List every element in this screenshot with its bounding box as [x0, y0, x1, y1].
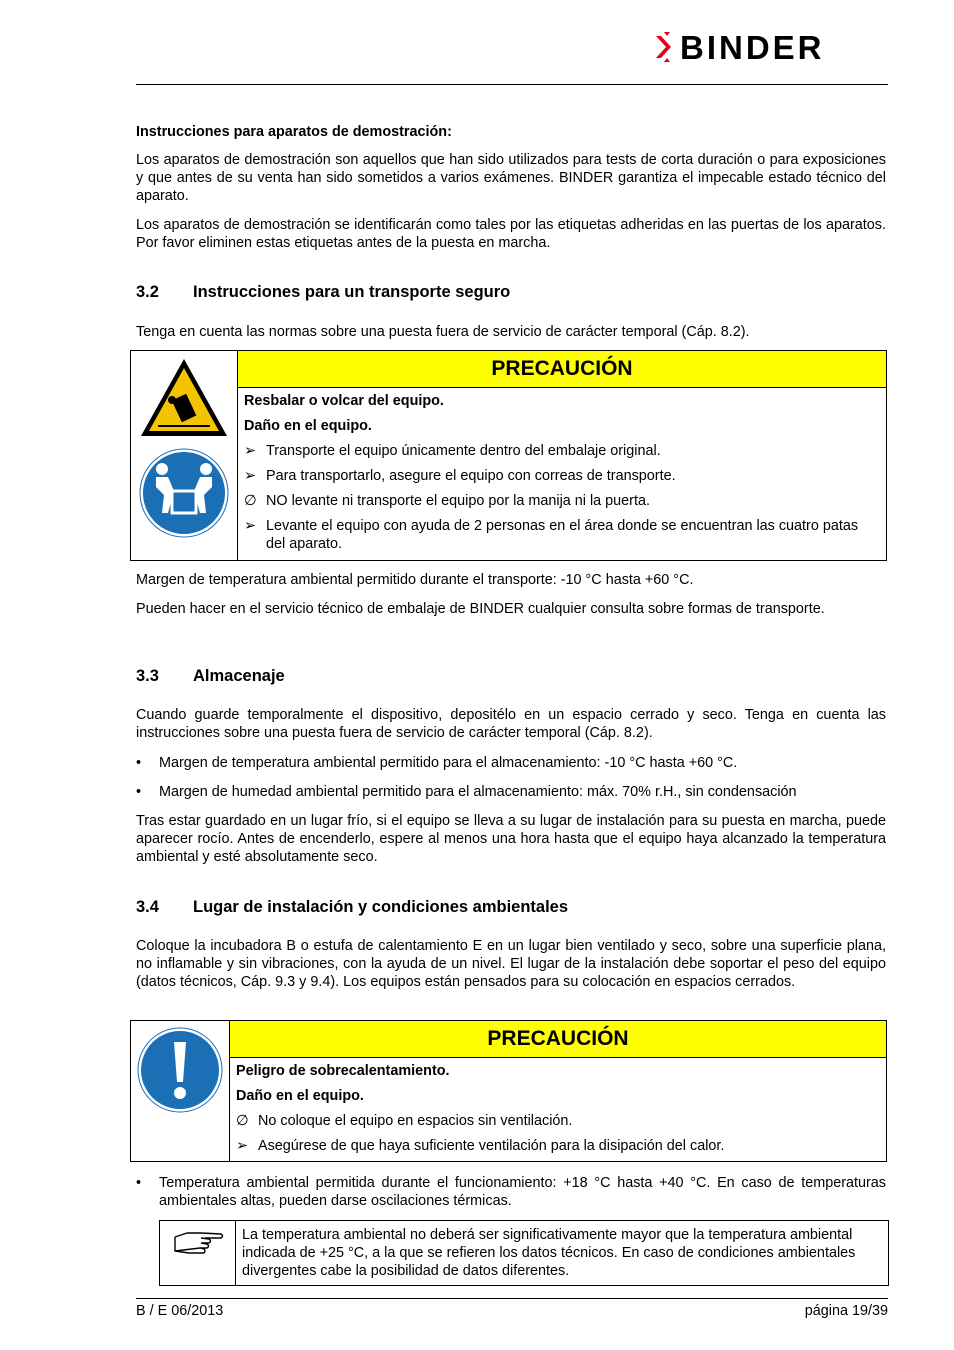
warning-content-cell	[230, 1021, 887, 1162]
footer-page-number: página 19/39	[804, 1303, 888, 1319]
mandatory-exclamation-icon	[136, 1026, 224, 1114]
warning-title: PRECAUCIÓN	[238, 351, 886, 388]
binder-logo	[656, 30, 888, 64]
demo-paragraph-2: Los aparatos de demostración se identificarán como tales por las etiquetas adheridas en las puertas de los aparatos. Por favor eliminen estas etiquetas antes de la puesta en marcha.	[136, 217, 886, 251]
section-title: Instrucciones para un transporte seguro	[193, 283, 511, 301]
warning-item	[244, 517, 880, 553]
warning-line-1: Peligro de sobrecalentamiento.	[236, 1063, 450, 1079]
s34-paragraph-1: Coloque la incubadora B o estufa de calentamiento E en un lugar bien ventilado y seco, sobre una superficie plana, no inflamable y sin vibraciones, con la ayuda de un nivel. El lugar de la instalación debe soportar el peso del equipo (datos técnicos, Cáp. 9.3 y 9.4). Los equipos están pensados para su colocación en espacios cerrados.	[136, 938, 886, 990]
bullet-item	[136, 754, 886, 772]
warning-item-text: No coloque el equipo en espacios sin ventilación.	[258, 1113, 573, 1129]
section-3-2-heading	[136, 282, 510, 302]
s33-paragraph-2: Tras estar guardado en un lugar frío, si el equipo se lleva a su lugar de instalación para su puesta en marcha, puede aparecer rocío. Antes de encenderlo, espere al menos una hora hasta que el equipo haya alcanzado la temperatura ambiental y esté absolutamente seco.	[136, 813, 886, 865]
warning-line-2: Daño en el equipo.	[236, 1088, 364, 1104]
warning-box-transport	[130, 350, 887, 561]
bullet-text: Margen de humedad ambiental permitido para el almacenamiento: máx. 70% r.H., sin condensación	[159, 784, 797, 800]
bullet-item	[136, 783, 886, 801]
two-person-lift-icon	[138, 447, 230, 539]
warning-item-text: Levante el equipo con ayuda de 2 personas en el área donde se encuentran las cuatro patas del aparato.	[266, 518, 859, 552]
s32-paragraph-2: Margen de temperatura ambiental permitido durante el transporte: -10 °C hasta +60 °C.	[136, 572, 694, 588]
arrow-bullet-icon: ➢	[244, 443, 257, 459]
bullet-dot: •	[136, 755, 142, 771]
s32-paragraph-1: Tenga en cuenta las normas sobre una puesta fuera de servicio de carácter temporal (Cáp. 8.2).	[136, 324, 750, 340]
bullet-dot: •	[136, 1175, 142, 1191]
warning-body	[230, 1058, 886, 1157]
arrow-bullet-icon: ➢	[244, 518, 257, 534]
demo-heading: Instrucciones para aparatos de demostración:	[136, 124, 452, 140]
warning-icons-cell	[131, 351, 238, 561]
warning-box-overheating	[130, 1020, 887, 1162]
warning-icons-cell	[131, 1021, 230, 1162]
warning-item-text: NO levante ni transporte el equipo por la manija ni la puerta.	[266, 493, 650, 509]
footer-rule	[136, 1298, 888, 1299]
tipping-hazard-icon	[138, 356, 230, 440]
warning-item-text: Transporte el equipo únicamente dentro del embalaje original.	[266, 443, 661, 459]
bullet-dot: •	[136, 784, 142, 800]
logo-text: BINDER	[680, 30, 825, 64]
warning-item-text: Asegúrese de que haya suficiente ventilación para la disipación del calor.	[258, 1138, 725, 1154]
warning-item	[236, 1112, 880, 1130]
section-number: 3.2	[136, 283, 159, 301]
arrow-bullet-icon: ➢	[236, 1138, 249, 1154]
section-title: Lugar de instalación y condiciones ambientales	[193, 898, 569, 916]
warning-title: PRECAUCIÓN	[230, 1021, 886, 1058]
warning-item-text: Para transportarlo, asegure el equipo con correas de transporte.	[266, 468, 676, 484]
s33-paragraph-1: Cuando guarde temporalmente el dispositivo, depositélo en un espacio cerrado y seco. Tenga en cuenta las instrucciones sobre una puesta fuera de servicio de carácter temporal (Cáp. 8.2).	[136, 707, 886, 741]
demo-paragraph-1: Los aparatos de demostración son aquellos que han sido utilizados para tests de corta duración o para exposiciones y que antes de su venta han sido sometidos a varios exámenes. BINDER garantiza el impecable estado técnico del aparato.	[136, 152, 886, 204]
bullet-text: Temperatura ambiental permitida durante el funcionamiento: +18 °C hasta +40 °C. En caso de temperaturas ambientales altas, pueden darse oscilaciones térmicas.	[159, 1175, 886, 1209]
warning-item	[236, 1137, 880, 1155]
warning-item	[244, 492, 880, 510]
warning-line-1: Resbalar o volcar del equipo.	[244, 393, 444, 409]
bullet-text: Margen de temperatura ambiental permitido para el almacenamiento: -10 °C hasta +60 °C.	[159, 755, 738, 771]
section-number: 3.4	[136, 898, 159, 916]
note-text: La temperatura ambiental no deberá ser significativamente mayor que la temperatura ambiental indicada de +25 °C, a la que se refieren los datos técnicos. En caso de condiciones ambientales divergentes cabe la posibilidad de datos diferentes.	[236, 1221, 889, 1286]
pointing-hand-icon	[171, 1227, 225, 1263]
section-title: Almacenaje	[193, 667, 285, 685]
section-number: 3.3	[136, 667, 159, 685]
warning-body	[238, 388, 886, 555]
s32-paragraph-3: Pueden hacer en el servicio técnico de embalaje de BINDER cualquier consulta sobre formas de transporte.	[136, 601, 825, 617]
warning-item	[244, 442, 880, 460]
footer-edition: B / E 06/2013	[136, 1303, 224, 1319]
warning-item	[244, 467, 880, 485]
header-rule	[136, 84, 888, 85]
section-3-4-heading	[136, 897, 568, 917]
prohibited-bullet-icon: ∅	[244, 493, 257, 509]
section-3-3-heading	[136, 666, 285, 686]
warning-line-2: Daño en el equipo.	[244, 418, 372, 434]
warning-content-cell	[238, 351, 887, 561]
note-box	[159, 1220, 889, 1286]
arrow-bullet-icon: ➢	[244, 468, 257, 484]
bullet-item	[136, 1174, 886, 1210]
prohibited-bullet-icon: ∅	[236, 1113, 249, 1129]
note-icon-cell	[160, 1221, 236, 1286]
